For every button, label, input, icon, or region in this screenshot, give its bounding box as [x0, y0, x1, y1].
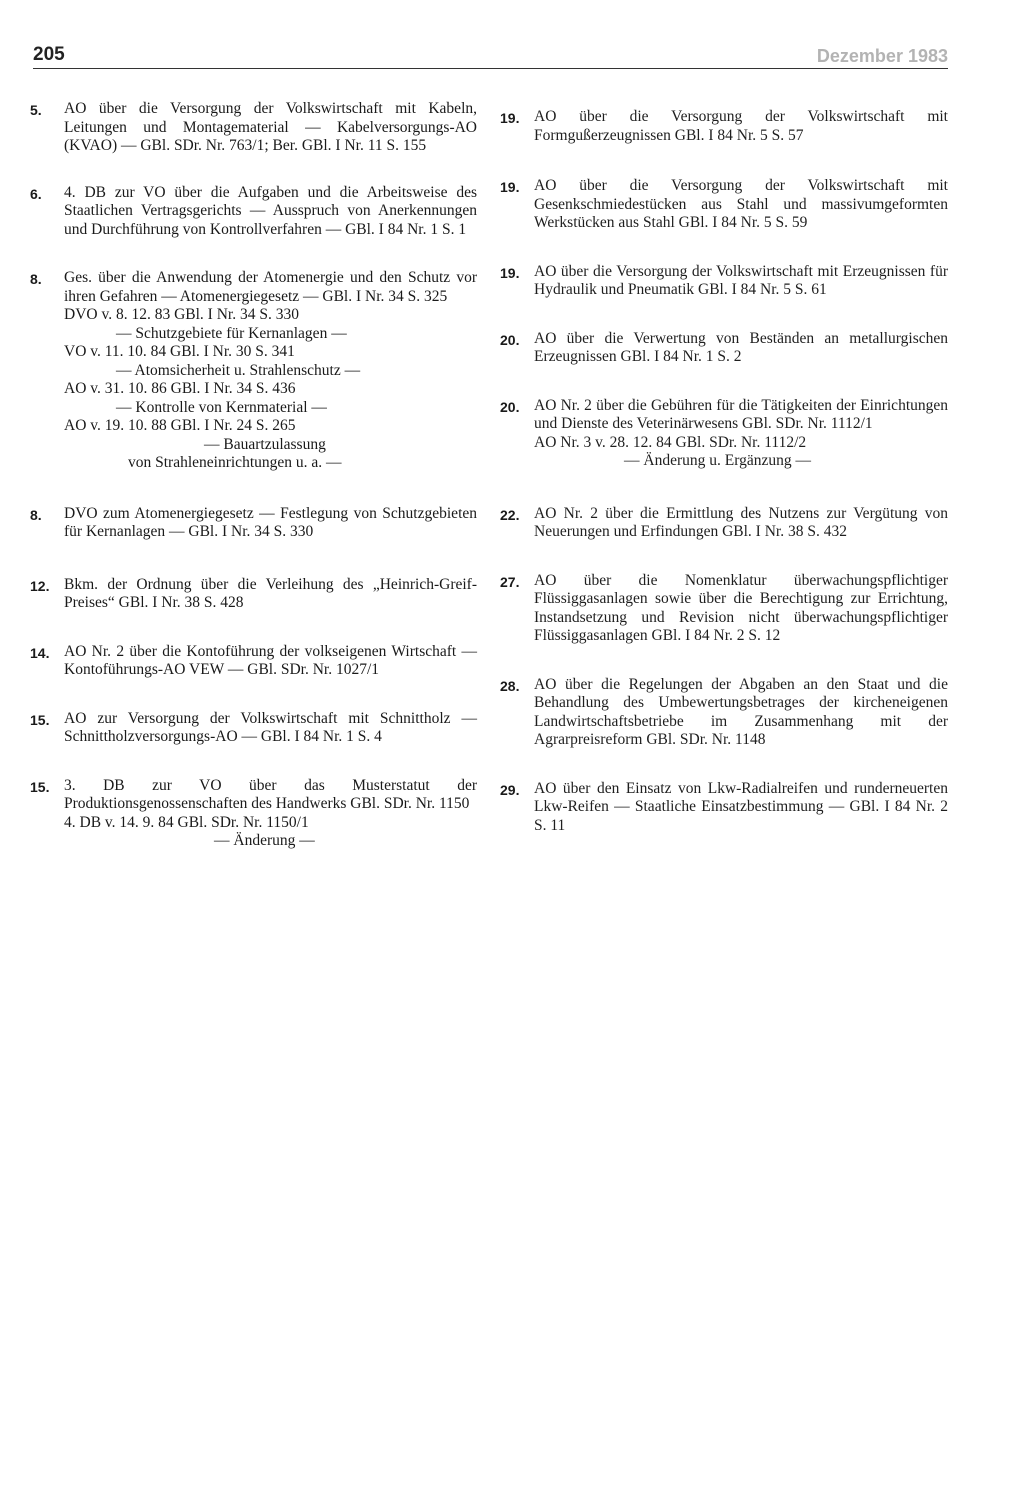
entry-number: 5. — [30, 102, 42, 118]
entry-text: Ges. über die Anwendung der Atomenergie und den Schutz vor ihren Gefahren — Atomenergiegesetz — GBl. I Nr. 34 S. 325 — [64, 269, 477, 305]
amendment-subject: — Änderung u. Ergänzung — — [624, 452, 811, 469]
entry-number: 20. — [500, 398, 520, 415]
page-number: 205 — [33, 44, 65, 65]
entry-number: 28. — [500, 677, 520, 694]
entry-number: 20. — [500, 331, 520, 348]
entry-text: AO über die Versorgung der Volkswirtschaft mit Erzeugnissen für Hydraulik und Pneumatik GBl. I 84 Nr. 5 S. 61 — [534, 262, 948, 298]
amendment-subject: — Kontrolle von Kernmaterial — — [116, 398, 327, 416]
entry-number: 19. — [500, 110, 520, 126]
amendment-line: 4. DB v. 14. 9. 84 GBl. SDr. Nr. 1150/1 — [64, 813, 309, 831]
list-item — [500, 177, 948, 233]
right-column — [500, 100, 948, 835]
entry-number: 27. — [500, 573, 520, 590]
list-item — [30, 643, 477, 680]
amendment-line: VO v. 11. 10. 84 GBl. I Nr. 30 S. 341 — [64, 343, 295, 360]
entry-text: AO über die Nomenklatur überwachungspflichtiger Flüssiggasanlagen sowie über die Berechtigung zur Errichtung, Instandsetzung und Revision nicht überwachungspflichtiger Flüssiggasanlagen GBl. I 84 Nr. 2 S. 12 — [534, 571, 948, 644]
list-item — [500, 505, 948, 542]
list-item — [500, 108, 948, 145]
amendment-subject: — Schutzgebiete für Kernanlagen — — [116, 324, 347, 342]
entry-number: 15. — [30, 711, 50, 728]
amendment-line: DVO v. 8. 12. 83 GBl. I Nr. 34 S. 330 — [64, 306, 299, 323]
amendment-subject: von Strahleneinrichtungen u. a. — — [128, 454, 342, 471]
amendment-subject: — Atomsicherheit u. Strahlenschutz — — [116, 361, 361, 379]
amendment-line: AO Nr. 3 v. 28. 12. 84 GBl. SDr. Nr. 1112/2 — [534, 433, 807, 451]
entry-text: AO über die Versorgung der Volkswirtschaft mit Gesenkschmiedestücken aus Stahl und massivumgeformten Werkstücken aus Stahl GBl. I 84 Nr. 5 S. 59 — [534, 177, 948, 231]
entry-number: 8. — [30, 506, 42, 523]
list-item — [500, 397, 948, 471]
entry-text: AO über die Verwertung von Beständen an metallurgischen Erzeugnissen GBl. I 84 Nr. 1 S. 2 — [534, 329, 948, 365]
list-item — [30, 269, 477, 473]
list-item — [500, 263, 948, 300]
page-date: Dezember 1983 — [816, 46, 948, 66]
entry-text: AO über die Regelungen der Abgaben an den Staat und die Behandlung des Umbewertungsbetrages der kircheneigenen Landwirtschaftsbetriebe im Zusammenhang mit der Agrarpreisreform GBl. SDr. Nr. 1148 — [534, 675, 948, 748]
entry-text: AO Nr. 2 über die Gebühren für die Tätigkeiten der Einrichtungen und Dienste des Veterinärwesens GBl. SDr. Nr. 1112/1 — [534, 396, 948, 432]
entry-text: Bkm. der Ordnung über die Verleihung des „Heinrich-Greif-Preises“ GBl. I Nr. 38 S. 428 — [64, 575, 477, 611]
list-item — [30, 505, 477, 542]
entry-number: 14. — [30, 644, 50, 661]
entry-text: 4. DB zur VO über die Aufgaben und die Arbeitsweise des Staatlichen Vertragsgerichts — Ausspruch von Anerkennungen und Durchführung von Kontrollverfahren — GBl. I 84 Nr. 1 S. 1 — [64, 183, 477, 238]
entry-text: AO Nr. 2 über die Kontoführung der volkseigenen Wirtschaft — Kontoführungs-AO VEW — GBl. SDr. Nr. 1027/1 — [64, 642, 477, 678]
entry-text: 3. DB zur VO über das Musterstatut der Produktionsgenossenschaften des Handwerks GBl. SDr. Nr. 1150 — [64, 776, 477, 812]
entry-text: AO zur Versorgung der Volkswirtschaft mit Schnittholz — Schnittholzversorgungs-AO — GBl. I 84 Nr. 1 S. 4 — [64, 709, 477, 745]
entry-number: 19. — [500, 179, 520, 195]
entry-number: 6. — [30, 185, 42, 202]
list-item — [500, 572, 948, 646]
entry-text: AO Nr. 2 über die Ermittlung des Nutzens zur Vergütung von Neuerungen und Erfindungen GBl. I Nr. 38 S. 432 — [534, 504, 948, 540]
entry-number: 15. — [30, 778, 50, 795]
entry-number: 12. — [30, 577, 50, 594]
list-item — [30, 777, 477, 851]
list-item — [30, 710, 477, 747]
entry-text: AO über die Versorgung der Volkswirtschaft mit Kabeln, Leitungen und Montagematerial — Kabelversorgungs-AO (KVAO) — GBl. SDr. Nr. 763/1; Ber. GBl. I Nr. 11 S. 155 — [64, 100, 477, 154]
list-item — [30, 184, 477, 240]
left-column — [30, 100, 477, 851]
entry-text: DVO zum Atomenergiegesetz — Festlegung von Schutzgebieten für Kernanlagen — GBl. I Nr. 34 S. 330 — [64, 504, 477, 540]
entry-text: AO über den Einsatz von Lkw-Radialreifen und runderneuerten Lkw-Reifen — Staatliche Einsatzbestimmung — GBl. I 84 Nr. 2 S. 11 — [534, 779, 948, 834]
entry-number: 29. — [500, 781, 520, 798]
list-item — [500, 676, 948, 750]
amendment-line: AO v. 19. 10. 88 GBl. I Nr. 24 S. 265 — [64, 417, 296, 434]
list-item — [500, 330, 948, 367]
entry-number: 22. — [500, 506, 520, 523]
header-rule — [33, 68, 948, 69]
amendment-line: AO v. 31. 10. 86 GBl. I Nr. 34 S. 436 — [64, 380, 296, 397]
entry-number: 19. — [500, 264, 520, 281]
list-item — [30, 576, 477, 613]
amendment-subject: — Bauartzulassung — [204, 435, 326, 453]
entry-text: AO über die Versorgung der Volkswirtschaft mit Formgußerzeugnissen GBl. I 84 Nr. 5 S. 57 — [534, 108, 948, 144]
list-item — [30, 100, 477, 156]
entry-number: 8. — [30, 271, 42, 287]
amendment-subject: — Änderung — — [214, 832, 315, 849]
list-item — [500, 780, 948, 836]
